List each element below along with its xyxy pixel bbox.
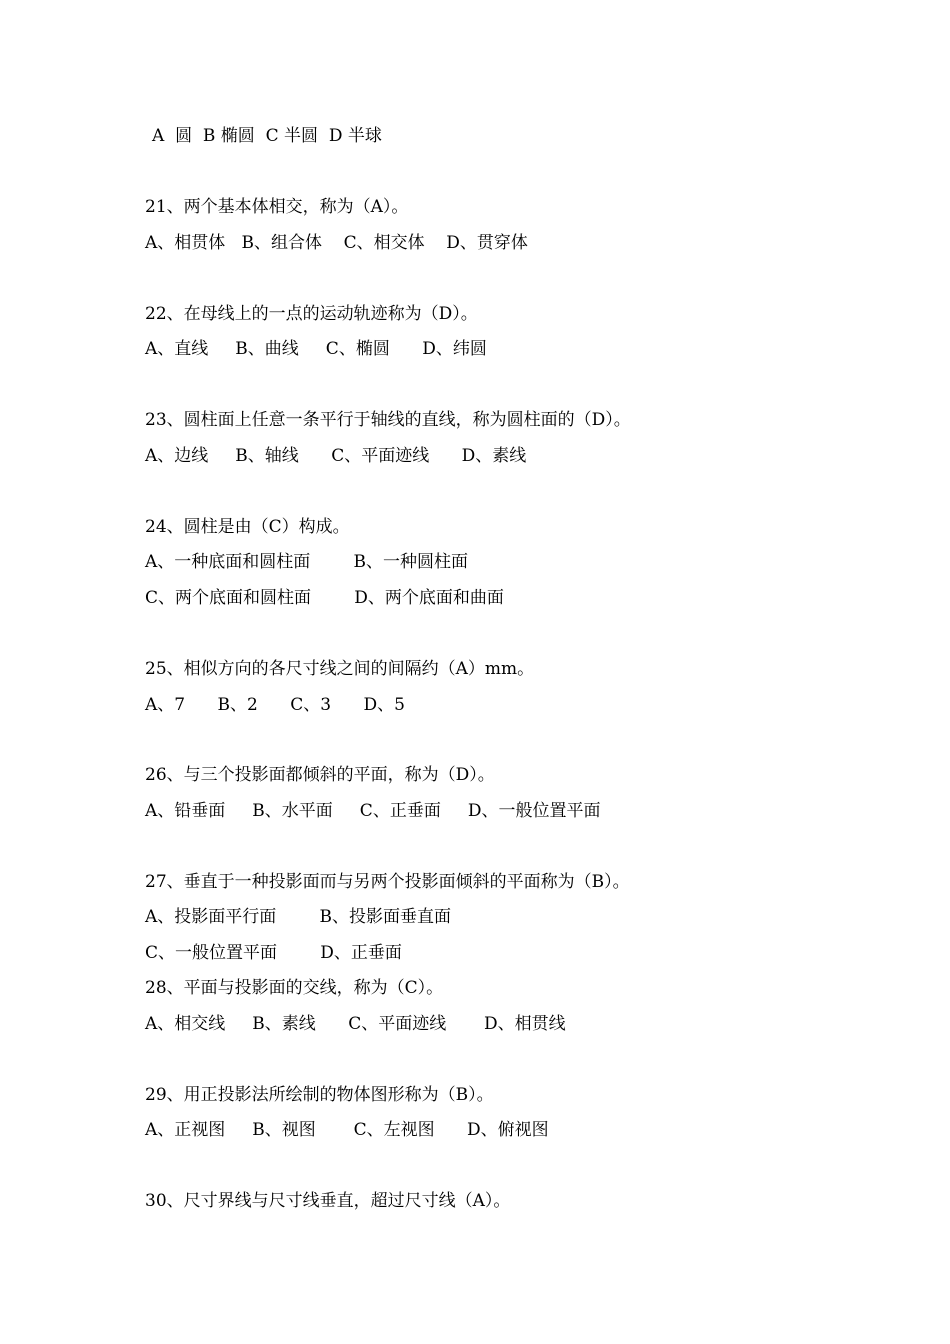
options-line-22: A、直线 B、曲线 C、椭圆 D、纬圆 (145, 339, 487, 359)
question-21: 21、两个基本体相交，称为（A）。 (145, 197, 409, 217)
options-line-27b: C、一般位置平面 D、正垂面 (145, 943, 402, 963)
question-27: 27、垂直于一种投影面而与另两个投影面倾斜的平面称为（B）。 (145, 872, 630, 892)
question-28: 28、平面与投影面的交线，称为（C）。 (145, 978, 444, 998)
question-26: 26、与三个投影面都倾斜的平面，称为（D）。 (145, 765, 495, 785)
options-line-20: A 圆 B 椭圆 C 半圆 D 半球 (152, 126, 382, 146)
options-line-23: A、边线 B、轴线 C、平面迹线 D、素线 (145, 446, 527, 466)
options-line-25: A、7 B、2 C、3 D、5 (145, 695, 405, 715)
options-line-26: A、铅垂面 B、水平面 C、正垂面 D、一般位置平面 (145, 801, 601, 821)
options-line-21: A、相贯体 B、组合体 C、相交体 D、贯穿体 (145, 233, 528, 253)
options-line-27a: A、投影面平行面 B、投影面垂直面 (145, 907, 451, 927)
question-23: 23、圆柱面上任意一条平行于轴线的直线，称为圆柱面的（D）。 (145, 410, 631, 430)
question-22: 22、在母线上的一点的运动轨迹称为（D）。 (145, 304, 478, 324)
options-line-28: A、相交线 B、素线 C、平面迹线 D、相贯线 (145, 1014, 566, 1034)
question-30: 30、尺寸界线与尺寸线垂直，超过尺寸线（A）。 (145, 1191, 511, 1211)
question-24: 24、圆柱是由（C）构成。 (145, 517, 350, 537)
options-line-24b: C、两个底面和圆柱面 D、两个底面和曲面 (145, 588, 504, 608)
options-line-24a: A、一种底面和圆柱面 B、一种圆柱面 (145, 552, 468, 572)
question-25: 25、相似方向的各尺寸线之间的间隔约（A）mm。 (145, 659, 535, 679)
question-29: 29、用正投影法所绘制的物体图形称为（B）。 (145, 1085, 494, 1105)
options-line-29: A、正视图 B、视图 C、左视图 D、俯视图 (145, 1120, 549, 1140)
